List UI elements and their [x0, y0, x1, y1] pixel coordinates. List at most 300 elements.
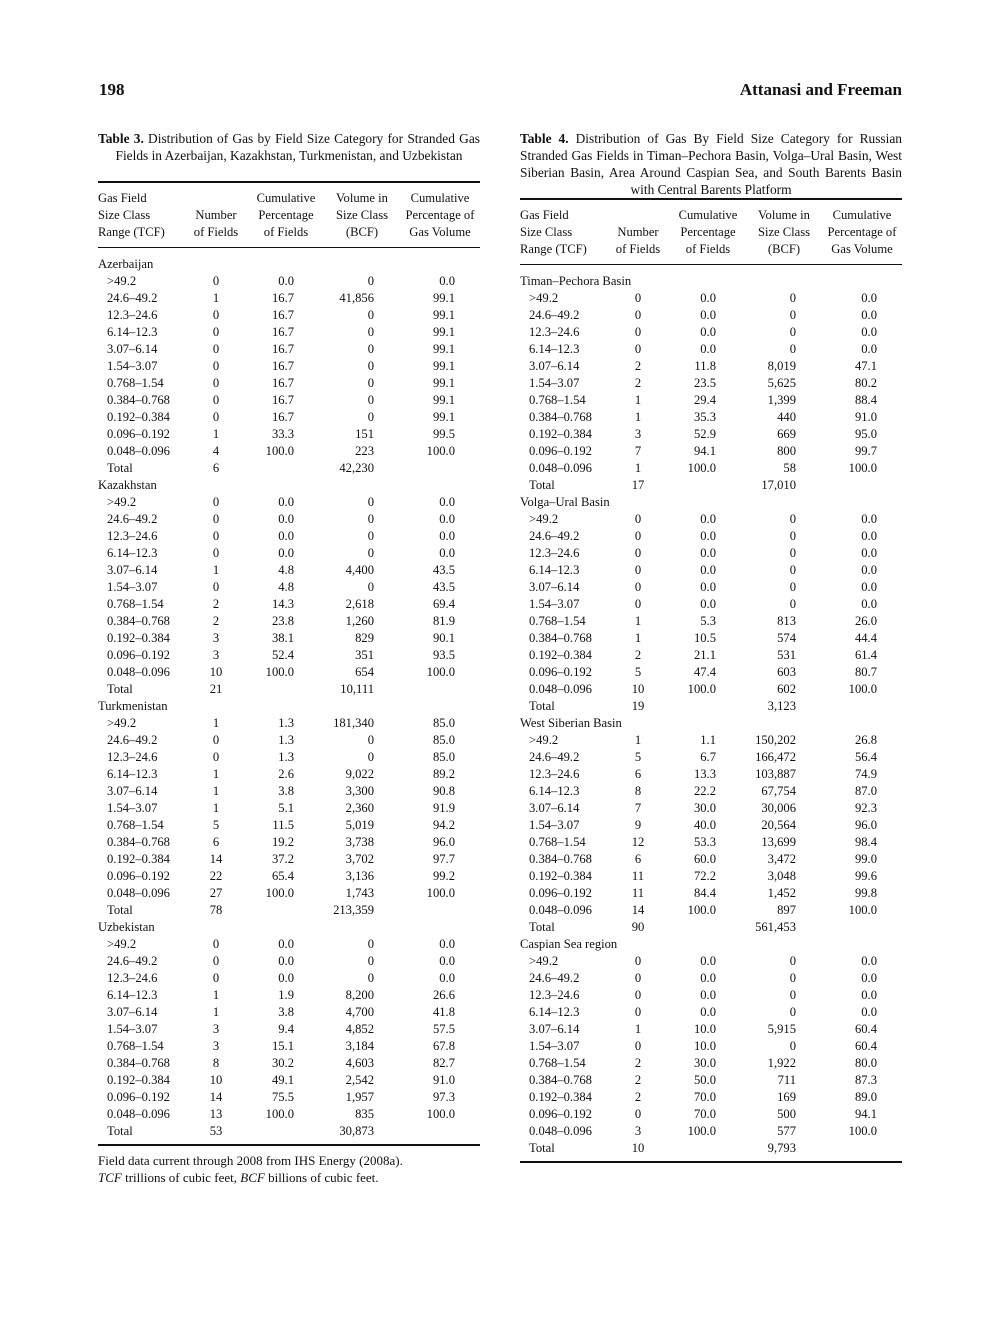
size-class-cell: 0.384–0.768 — [529, 1073, 592, 1087]
table-row — [98, 596, 480, 613]
cum-pct-fields-cell — [670, 477, 746, 494]
cum-pct-fields-cell: 16.7 — [271, 410, 294, 424]
cum-pct-fields-cell: 1.1 — [700, 733, 716, 747]
size-class-cell: 0.096–0.192 — [529, 1107, 592, 1121]
cum-pct-volume-cell: 80.7 — [854, 665, 877, 679]
number-cell: 0 — [212, 359, 220, 373]
table-row — [520, 1021, 902, 1038]
volume-cell: 0 — [789, 563, 796, 577]
volume-cell: 169 — [777, 1090, 796, 1104]
number-cell: 2 — [634, 1090, 642, 1104]
volume-cell: 654 — [355, 665, 374, 679]
number-cell: 1 — [634, 631, 642, 645]
size-class-cell: 0.048–0.096 — [529, 461, 592, 475]
size-class-cell: 0.192–0.384 — [529, 427, 592, 441]
cum-pct-volume-cell: 100.0 — [848, 682, 877, 696]
table-row — [520, 766, 902, 783]
table-row — [520, 919, 902, 936]
col-header-cum-pct-fields: Cumulative Percentage of Fields — [678, 208, 738, 256]
cum-pct-fields-cell: 0.0 — [700, 529, 716, 543]
size-class-cell: Total — [529, 478, 555, 492]
volume-cell: 3,136 — [345, 869, 374, 883]
size-class-cell: 3.07–6.14 — [529, 1022, 580, 1036]
number-cell: 9 — [634, 818, 642, 832]
size-class-cell: 0.096–0.192 — [107, 648, 170, 662]
cum-pct-fields-cell: 9.4 — [278, 1022, 294, 1036]
table-row — [98, 273, 480, 290]
number-cell: 10 — [209, 1073, 223, 1087]
size-class-cell: 0.768–1.54 — [107, 376, 164, 390]
cum-pct-fields-cell: 16.7 — [271, 393, 294, 407]
table-row — [98, 1106, 480, 1123]
cum-pct-volume-cell: 92.3 — [854, 801, 877, 815]
size-class-cell: 0.048–0.096 — [529, 1124, 592, 1138]
size-class-cell: 0.768–1.54 — [529, 1056, 586, 1070]
cum-pct-volume-cell — [400, 460, 480, 477]
number-cell: 0 — [212, 733, 220, 747]
number-cell: 0 — [212, 937, 220, 951]
group-row — [98, 698, 480, 715]
cum-pct-volume-cell — [400, 1123, 480, 1145]
cum-pct-volume-cell: 0.0 — [861, 580, 877, 594]
number-cell: 14 — [631, 903, 645, 917]
volume-cell: 150,202 — [755, 733, 796, 747]
volume-cell: 1,399 — [767, 393, 796, 407]
number-cell: 2 — [212, 597, 220, 611]
volume-cell: 4,852 — [345, 1022, 374, 1036]
volume-cell: 1,743 — [345, 886, 374, 900]
number-cell: 10 — [209, 665, 223, 679]
size-class-cell: Total — [107, 903, 133, 917]
cum-pct-volume-cell: 80.2 — [854, 376, 877, 390]
table-3-header — [98, 182, 480, 248]
number-cell: 0 — [634, 563, 642, 577]
size-class-cell: 0.096–0.192 — [107, 869, 170, 883]
number-cell: 0 — [212, 342, 220, 356]
cum-pct-fields-cell: 0.0 — [278, 529, 294, 543]
size-class-cell: 6.14–12.3 — [529, 784, 580, 798]
cum-pct-fields-cell: 16.7 — [271, 308, 294, 322]
cum-pct-volume-cell: 67.8 — [432, 1039, 455, 1053]
cum-pct-fields-cell: 0.0 — [700, 988, 716, 1002]
volume-cell: 0 — [789, 512, 796, 526]
cum-pct-fields-cell: 52.4 — [271, 648, 294, 662]
table-row — [98, 834, 480, 851]
size-class-cell: 1.54–3.07 — [529, 1039, 580, 1053]
cum-pct-fields-cell: 22.2 — [693, 784, 716, 798]
cum-pct-fields-cell: 0.0 — [278, 937, 294, 951]
cum-pct-fields-cell: 0.0 — [700, 512, 716, 526]
cum-pct-fields-cell: 5.3 — [700, 614, 716, 628]
table-row — [98, 902, 480, 919]
table-row — [98, 341, 480, 358]
cum-pct-volume-cell: 81.9 — [432, 614, 455, 628]
volume-cell: 67,754 — [761, 784, 796, 798]
cum-pct-fields-cell: 50.0 — [693, 1073, 716, 1087]
volume-cell: 4,400 — [345, 563, 374, 577]
number-cell: 0 — [634, 597, 642, 611]
size-class-cell: 6.14–12.3 — [107, 767, 158, 781]
number-cell: 3 — [212, 648, 220, 662]
col-header-cum-pct-volume: Cumulative Percentage of Gas Volume — [827, 208, 897, 256]
number-cell: 2 — [634, 376, 642, 390]
table-row — [520, 817, 902, 834]
table-row — [98, 494, 480, 511]
cum-pct-fields-cell: 11.5 — [272, 818, 294, 832]
size-class-cell: 24.6–49.2 — [107, 512, 158, 526]
volume-cell: 829 — [355, 631, 374, 645]
table-row — [98, 732, 480, 749]
running-head: Attanasi and Freeman — [739, 80, 902, 99]
table-row — [98, 528, 480, 545]
cum-pct-fields-cell: 52.9 — [693, 427, 716, 441]
volume-cell: 2,360 — [345, 801, 374, 815]
volume-cell: 13,699 — [761, 835, 796, 849]
size-class-cell: Total — [107, 682, 133, 696]
cum-pct-volume-cell: 0.0 — [861, 597, 877, 611]
table-4-column — [520, 130, 902, 1163]
number-cell: 78 — [209, 903, 223, 917]
volume-cell: 0 — [789, 954, 796, 968]
cum-pct-volume-cell: 56.4 — [854, 750, 877, 764]
table-row — [520, 528, 902, 545]
volume-cell: 41,856 — [339, 291, 374, 305]
cum-pct-fields-cell: 0.0 — [700, 291, 716, 305]
volume-cell: 351 — [355, 648, 374, 662]
page-number: 198 — [99, 80, 125, 99]
cum-pct-fields-cell: 0.0 — [278, 512, 294, 526]
number-cell: 2 — [212, 614, 220, 628]
volume-cell: 577 — [777, 1124, 796, 1138]
volume-cell: 2,542 — [345, 1073, 374, 1087]
cum-pct-volume-cell: 99.8 — [854, 886, 877, 900]
table-row — [520, 698, 902, 715]
cum-pct-volume-cell — [400, 902, 480, 919]
number-cell: 1 — [212, 801, 220, 815]
cum-pct-fields-cell: 3.8 — [278, 784, 294, 798]
table-row — [520, 800, 902, 817]
volume-cell: 0 — [789, 546, 796, 560]
cum-pct-volume-cell: 85.0 — [432, 716, 455, 730]
cum-pct-volume-cell: 61.4 — [854, 648, 877, 662]
cum-pct-fields-cell: 60.0 — [693, 852, 716, 866]
cum-pct-fields-cell: 100.0 — [265, 444, 294, 458]
volume-cell: 813 — [777, 614, 796, 628]
cum-pct-fields-cell: 0.0 — [700, 308, 716, 322]
size-class-cell: 3.07–6.14 — [529, 801, 580, 815]
cum-pct-fields-cell: 65.4 — [271, 869, 294, 883]
table-row — [98, 783, 480, 800]
cum-pct-fields-cell: 75.5 — [271, 1090, 294, 1104]
number-cell: 0 — [634, 546, 642, 560]
number-cell: 2 — [634, 1056, 642, 1070]
cum-pct-volume-cell: 0.0 — [439, 274, 455, 288]
volume-cell: 897 — [777, 903, 796, 917]
number-cell: 5 — [212, 818, 220, 832]
size-class-cell: 0.768–1.54 — [107, 818, 164, 832]
cum-pct-fields-cell: 100.0 — [687, 903, 716, 917]
cum-pct-volume-cell: 69.4 — [432, 597, 455, 611]
number-cell: 3 — [212, 1039, 220, 1053]
group-name: Volga–Ural Basin — [520, 495, 610, 509]
number-cell: 0 — [212, 529, 220, 543]
cum-pct-volume-cell: 100.0 — [848, 461, 877, 475]
size-class-cell: 24.6–49.2 — [529, 750, 580, 764]
size-class-cell: 3.07–6.14 — [107, 784, 158, 798]
number-cell: 0 — [212, 325, 220, 339]
cum-pct-volume-cell: 97.7 — [432, 852, 455, 866]
volume-cell: 8,200 — [345, 988, 374, 1002]
table-row — [520, 1140, 902, 1162]
cum-pct-volume-cell: 99.2 — [432, 869, 455, 883]
group-name: Timan–Pechora Basin — [520, 274, 632, 288]
cum-pct-fields-cell: 0.0 — [278, 274, 294, 288]
volume-cell: 166,472 — [755, 750, 796, 764]
size-class-cell: 0.384–0.768 — [529, 631, 592, 645]
volume-cell: 3,123 — [767, 699, 796, 713]
table-row — [98, 307, 480, 324]
size-class-cell: 0.096–0.192 — [529, 444, 592, 458]
size-class-cell: >49.2 — [529, 733, 559, 747]
size-class-cell: Total — [529, 920, 555, 934]
cum-pct-fields-cell: 21.1 — [693, 648, 716, 662]
table-row — [520, 970, 902, 987]
cum-pct-volume-cell — [822, 698, 902, 715]
number-cell: 0 — [634, 1039, 642, 1053]
size-class-cell: 24.6–49.2 — [107, 733, 158, 747]
table-row — [98, 953, 480, 970]
number-cell: 8 — [634, 784, 642, 798]
size-class-cell: 24.6–49.2 — [529, 529, 580, 543]
cum-pct-fields-cell: 1.3 — [278, 733, 294, 747]
number-cell: 27 — [209, 886, 223, 900]
volume-cell: 0 — [367, 274, 374, 288]
cum-pct-volume-cell: 94.1 — [854, 1107, 877, 1121]
table-row — [98, 562, 480, 579]
size-class-cell: 0.192–0.384 — [107, 410, 170, 424]
cum-pct-volume-cell: 99.1 — [432, 291, 455, 305]
volume-cell: 42,230 — [339, 461, 374, 475]
cum-pct-fields-cell: 33.3 — [271, 427, 294, 441]
size-class-cell: 0.384–0.768 — [529, 852, 592, 866]
cum-pct-volume-cell: 0.0 — [861, 325, 877, 339]
number-cell: 1 — [212, 767, 220, 781]
number-cell: 1 — [212, 988, 220, 1002]
number-cell: 1 — [634, 614, 642, 628]
volume-cell: 3,048 — [767, 869, 796, 883]
volume-cell: 0 — [367, 937, 374, 951]
cum-pct-volume-cell: 44.4 — [854, 631, 877, 645]
size-class-cell: 0.096–0.192 — [529, 665, 592, 679]
volume-cell: 440 — [777, 410, 796, 424]
size-class-cell: 0.192–0.384 — [529, 1090, 592, 1104]
number-cell: 13 — [209, 1107, 223, 1121]
number-cell: 1 — [634, 410, 642, 424]
number-cell: 17 — [631, 478, 645, 492]
size-class-cell: 0.384–0.768 — [107, 614, 170, 628]
size-class-cell: >49.2 — [529, 954, 559, 968]
size-class-cell: 0.384–0.768 — [529, 410, 592, 424]
table-row — [98, 290, 480, 307]
table-4-label: Table 4. — [520, 131, 569, 146]
group-row — [520, 715, 902, 732]
cum-pct-volume-cell: 100.0 — [426, 444, 455, 458]
cum-pct-fields-cell: 1.3 — [278, 750, 294, 764]
table-row — [98, 817, 480, 834]
cum-pct-fields-cell: 1.9 — [278, 988, 294, 1002]
cum-pct-volume-cell: 99.5 — [432, 427, 455, 441]
table-row — [98, 885, 480, 902]
cum-pct-volume-cell: 0.0 — [439, 529, 455, 543]
number-cell: 5 — [634, 665, 642, 679]
volume-cell: 1,957 — [345, 1090, 374, 1104]
cum-pct-fields-cell: 53.3 — [693, 835, 716, 849]
table-row — [98, 1072, 480, 1089]
size-class-cell: 0.048–0.096 — [107, 1107, 170, 1121]
size-class-cell: 12.3–24.6 — [529, 325, 580, 339]
volume-cell: 151 — [355, 427, 374, 441]
cum-pct-fields-cell: 3.8 — [278, 1005, 294, 1019]
col-header-size-class: Gas Field Size Class Range (TCF) — [520, 208, 587, 256]
volume-cell: 0 — [789, 1039, 796, 1053]
volume-cell: 0 — [789, 308, 796, 322]
cum-pct-fields-cell: 0.0 — [700, 546, 716, 560]
footnote-units: TCF trillions of cubic feet, BCF billions of cubic feet. — [98, 1170, 379, 1185]
table-row — [520, 902, 902, 919]
volume-cell: 8,019 — [767, 359, 796, 373]
table-row — [98, 936, 480, 953]
size-class-cell: 3.07–6.14 — [107, 1005, 158, 1019]
size-class-cell: 3.07–6.14 — [529, 359, 580, 373]
volume-cell: 1,922 — [767, 1056, 796, 1070]
size-class-cell: 0.768–1.54 — [529, 393, 586, 407]
col-header-volume: Volume in Size Class (BCF) — [335, 191, 389, 239]
size-class-cell: >49.2 — [107, 495, 137, 509]
cum-pct-volume-cell: 100.0 — [848, 903, 877, 917]
cum-pct-volume-cell: 94.2 — [432, 818, 455, 832]
number-cell: 0 — [212, 580, 220, 594]
number-cell: 0 — [634, 954, 642, 968]
cum-pct-volume-cell: 88.4 — [854, 393, 877, 407]
cum-pct-volume-cell: 43.5 — [432, 580, 455, 594]
number-cell: 1 — [212, 427, 220, 441]
table-row — [520, 426, 902, 443]
size-class-cell: 3.07–6.14 — [529, 580, 580, 594]
size-class-cell: 0.768–1.54 — [107, 597, 164, 611]
size-class-cell: 0.768–1.54 — [529, 835, 586, 849]
table-row — [520, 647, 902, 664]
size-class-cell: 12.3–24.6 — [529, 546, 580, 560]
table-row — [520, 562, 902, 579]
col-header-number: Number of Fields — [193, 208, 239, 239]
table-row — [98, 392, 480, 409]
cum-pct-volume-cell: 60.4 — [854, 1022, 877, 1036]
number-cell: 1 — [212, 291, 220, 305]
cum-pct-volume-cell: 85.0 — [432, 750, 455, 764]
number-cell: 53 — [209, 1124, 223, 1138]
table-row — [520, 443, 902, 460]
size-class-cell: 0.192–0.384 — [529, 869, 592, 883]
cum-pct-fields-cell: 11.8 — [694, 359, 716, 373]
number-cell: 3 — [212, 1022, 220, 1036]
cum-pct-fields-cell: 37.2 — [271, 852, 294, 866]
size-class-cell: 12.3–24.6 — [107, 750, 158, 764]
table-row — [520, 375, 902, 392]
cum-pct-volume-cell — [400, 681, 480, 698]
cum-pct-volume-cell: 100.0 — [426, 1107, 455, 1121]
cum-pct-volume-cell: 0.0 — [439, 971, 455, 985]
cum-pct-volume-cell: 91.9 — [432, 801, 455, 815]
size-class-cell: 6.14–12.3 — [529, 563, 580, 577]
cum-pct-volume-cell: 97.3 — [432, 1090, 455, 1104]
number-cell: 0 — [212, 954, 220, 968]
cum-pct-fields-cell: 0.0 — [700, 325, 716, 339]
size-class-cell: 24.6–49.2 — [529, 971, 580, 985]
volume-cell: 1,260 — [345, 614, 374, 628]
table-row — [98, 1055, 480, 1072]
cum-pct-volume-cell: 0.0 — [861, 308, 877, 322]
size-class-cell: 1.54–3.07 — [529, 376, 580, 390]
cum-pct-volume-cell: 93.5 — [432, 648, 455, 662]
cum-pct-volume-cell: 91.0 — [432, 1073, 455, 1087]
cum-pct-fields-cell: 100.0 — [265, 886, 294, 900]
number-cell: 0 — [212, 750, 220, 764]
page-header — [99, 80, 902, 104]
volume-cell: 0 — [789, 342, 796, 356]
number-cell: 1 — [634, 393, 642, 407]
cum-pct-fields-cell: 13.3 — [693, 767, 716, 781]
number-cell: 4 — [212, 444, 220, 458]
cum-pct-fields-cell: 30.0 — [693, 801, 716, 815]
cum-pct-volume-cell: 43.5 — [432, 563, 455, 577]
cum-pct-volume-cell: 74.9 — [854, 767, 877, 781]
table-row — [520, 851, 902, 868]
table-row — [98, 358, 480, 375]
cum-pct-volume-cell: 0.0 — [861, 546, 877, 560]
number-cell: 0 — [634, 971, 642, 985]
table-row — [98, 1021, 480, 1038]
cum-pct-volume-cell: 100.0 — [426, 665, 455, 679]
volume-cell: 0 — [367, 308, 374, 322]
number-cell: 1 — [634, 733, 642, 747]
size-class-cell: 0.384–0.768 — [107, 1056, 170, 1070]
group-row — [98, 248, 480, 274]
cum-pct-fields-cell: 0.0 — [700, 563, 716, 577]
volume-cell: 0 — [367, 325, 374, 339]
table-row — [520, 1004, 902, 1021]
cum-pct-fields-cell: 1.3 — [278, 716, 294, 730]
number-cell: 21 — [209, 682, 223, 696]
volume-cell: 103,887 — [755, 767, 796, 781]
cum-pct-fields-cell: 0.0 — [278, 495, 294, 509]
cum-pct-volume-cell: 96.0 — [432, 835, 455, 849]
volume-cell: 0 — [367, 512, 374, 526]
group-row — [98, 919, 480, 936]
table-row — [520, 732, 902, 749]
cum-pct-volume-cell: 0.0 — [861, 988, 877, 1002]
table-row — [98, 443, 480, 460]
cum-pct-volume-cell: 0.0 — [861, 971, 877, 985]
cum-pct-volume-cell: 82.7 — [432, 1056, 455, 1070]
cum-pct-volume-cell: 87.3 — [854, 1073, 877, 1087]
table-row — [98, 511, 480, 528]
number-cell: 0 — [212, 393, 220, 407]
group-row — [98, 477, 480, 494]
table-row — [520, 1123, 902, 1140]
number-cell: 7 — [634, 444, 642, 458]
size-class-cell: 0.192–0.384 — [107, 1073, 170, 1087]
size-class-cell: 3.07–6.14 — [107, 342, 158, 356]
